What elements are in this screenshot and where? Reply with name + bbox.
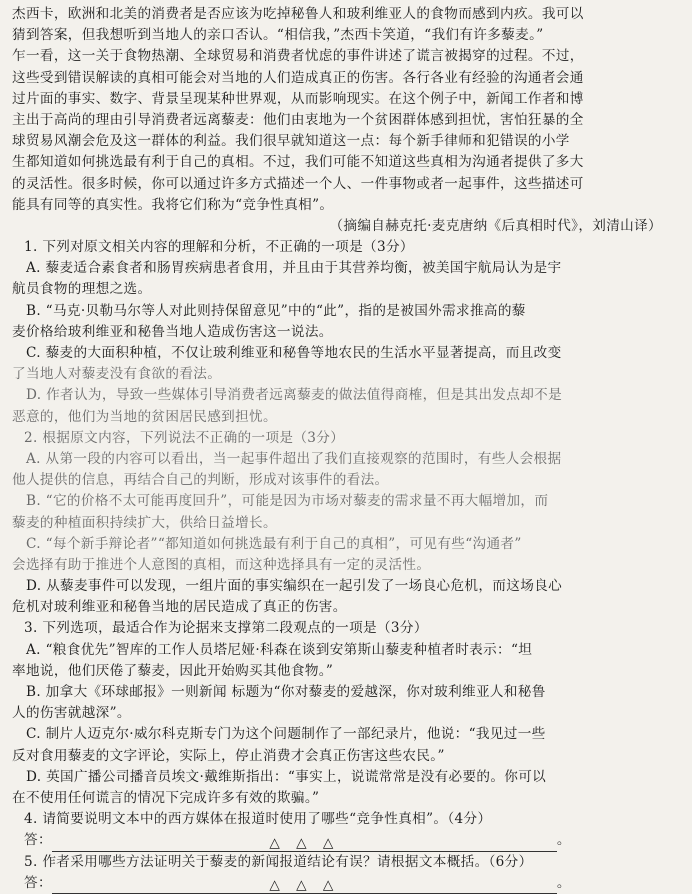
option-c-line2: 会选择有助于推进个人意图的真相，而这种选择具有一定的灵活性。	[12, 556, 431, 573]
option-a-line2: 航员食物的理想之选。	[12, 281, 152, 298]
option-a-line2: 他人提供的信息，再结合自己的判断，形成对该事件的看法。	[12, 472, 389, 489]
passage-line: 球贸易风潮会危及这一群体的利益。我们很早就知道这一点：每个新手律师和犯错误的小学	[12, 133, 570, 150]
question-stem: 1. 下列对原文相关内容的理解和分析，不正确的一项是（3分）	[24, 239, 414, 256]
option-d-line1: D. 从藜麦事件可以发现，一组片面的事实编织在一起引发了一场良心危机，而这场良心	[26, 578, 563, 595]
passage-line: 猜到答案，但我想听到当地人的亲口否认。“相信我，”杰西卡笑道，“我们有许多藜麦。”	[12, 27, 544, 44]
option-b-line1: B. “它的价格不太可能再度回升”，可能是因为市场对藜麦的需求量不再大幅增加，而	[26, 493, 549, 510]
option-b-line1: B. “马克·贝勒马尔等人对此则持保留意见”中的“此”，指的是被国外需求推高的藜	[26, 302, 526, 319]
question-4	[12, 809, 680, 851]
option-d-line1: D. 作者认为，导致一些媒体引导消费者远离藜麦的做法值得商榷，但是其出发点却不是	[26, 387, 563, 404]
option-d-line1: D. 英国广播公司播音员埃文·戴维斯指出：“事实上，说谎常常是没有必要的。你可以	[26, 768, 547, 785]
option-d-line2: 危机对玻利维亚和秘鲁当地的居民造成了真正的伤害。	[12, 599, 347, 616]
question-stem: 5. 作者采用哪些方法证明关于藜麦的新闻报道结论有误？请根据文本概括。（6分）	[24, 853, 533, 870]
passage-line: 生都知道如何挑选最有利于自己的真相。不过，我们可能不知道这些真相为沟通者提供了多大	[12, 154, 584, 171]
answer-placeholder: △ △ △	[269, 876, 340, 893]
option-c-line1: C. 藜麦的大面积种植，不仅让玻利维亚和秘鲁等地农民的生活水平显著提高，而且改变	[26, 345, 562, 361]
answer-label: 答：	[24, 832, 52, 849]
end-mark: 。	[556, 874, 571, 891]
option-a-line1: A. 藜麦适合素食者和肠胃疾病患者食用，并且由于其营养均衡，被美国宇航局认为是宇	[26, 260, 562, 277]
source-citation: （摘编自赫克托·麦克唐纳《后真相时代》，刘清山译）	[329, 217, 662, 234]
option-c-line1: C. “每个新手辩论者”“都知道如何挑选最有利于自己的真相”，可见有些“沟通者”	[26, 535, 522, 552]
option-c-line1: C. 制片人迈克尔·威尔科克斯专门为这个问题制作了一部纪录片，他说：“我见过一些	[26, 726, 546, 743]
question-stem: 3. 下列选项，最适合作为论据来支撑第二段观点的一项是（3分）	[24, 620, 428, 637]
passage-line: 能具有同等的真实性。我将它们称为“竞争性真相”。	[12, 196, 334, 213]
question-stem: 4. 请简要说明文本中的西方媒体在报道时使用了哪些“竞争性真相”。（4分）	[24, 811, 492, 828]
question-stem: 2. 根据原文内容，下列说法不正确的一项是（3分）	[24, 429, 345, 446]
end-mark: 。	[556, 832, 571, 849]
option-b-line2: 藜麦的种植面积持续扩大，供给日益增长。	[12, 514, 277, 531]
answer-line[interactable]	[52, 835, 557, 852]
answer-line[interactable]	[52, 877, 557, 894]
passage-line: 主出于高尚的理由引导消费者远离藜麦：他们由衷地为一个贫困群体感到担忧，害怕狂暴的全	[12, 111, 584, 128]
passage-line: 乍一看，这一关于食物热潮、全球贸易和消费者忧虑的事件讲述了谎言被揭穿的过程。不过，	[12, 48, 584, 65]
question-3	[12, 618, 680, 809]
option-b-line2: 人的伤害就越深”。	[12, 705, 131, 722]
option-c-line2: 了当地人对藜麦没有食欲的看法。	[12, 366, 222, 383]
option-d-line2: 在不使用任何谎言的情况下完成许多有效的欺骗。”	[12, 789, 320, 806]
question-5	[12, 852, 680, 894]
answer-placeholder: △ △ △	[269, 834, 340, 851]
option-b-line1: B. 加拿大《环球邮报》一则新闻 标题为“你对藜麦的爱越深，你对玻利维亚人和秘鲁	[26, 684, 546, 700]
passage-line: 这些受到错误解读的真相可能会对当地的人们造成真正的伤害。各行各业有经验的沟通者会通	[12, 69, 584, 86]
answer-label: 答：	[24, 874, 52, 891]
option-a-line1: A. 从第一段的内容可以看出，当一起事件超出了我们直接观察的范围时，有些人会根据	[26, 450, 562, 467]
passage-line: 的灵活性。很多时候，你可以通过许多方式描述一个人、一件事物或者一起事件，这些描述可	[12, 175, 584, 192]
option-a-line2: 率地说，他们厌倦了藜麦，因此开始购买其他食物。”	[12, 662, 334, 679]
option-b-line2: 麦价格给玻利维亚和秘鲁当地人造成伤害这一说法。	[12, 323, 333, 340]
passage	[12, 4, 680, 237]
answer-row	[12, 830, 680, 851]
option-d-line2: 恶意的，他们为当地的贫困居民感到担忧。	[12, 408, 277, 425]
option-a-line1: A. “粮食优先”智库的工作人员塔尼娅·科森在谈到安第斯山藜麦种植者时表示：“坦	[26, 641, 533, 658]
question-2	[12, 428, 680, 619]
option-c-line2: 反对食用藜麦的文字评论，实际上，停止消费才会真正伤害这些农民。”	[12, 747, 445, 764]
passage-line: 杰西卡，欧洲和北美的消费者是否应该为吃掉秘鲁人和玻利维亚人的食物而感到内疚。我可以	[12, 6, 584, 22]
passage-line: 过片面的事实、数字、背景呈现某种世界观，从而影响现实。在这个例子中，新闻工作者和博	[12, 90, 584, 107]
question-1	[12, 237, 680, 428]
